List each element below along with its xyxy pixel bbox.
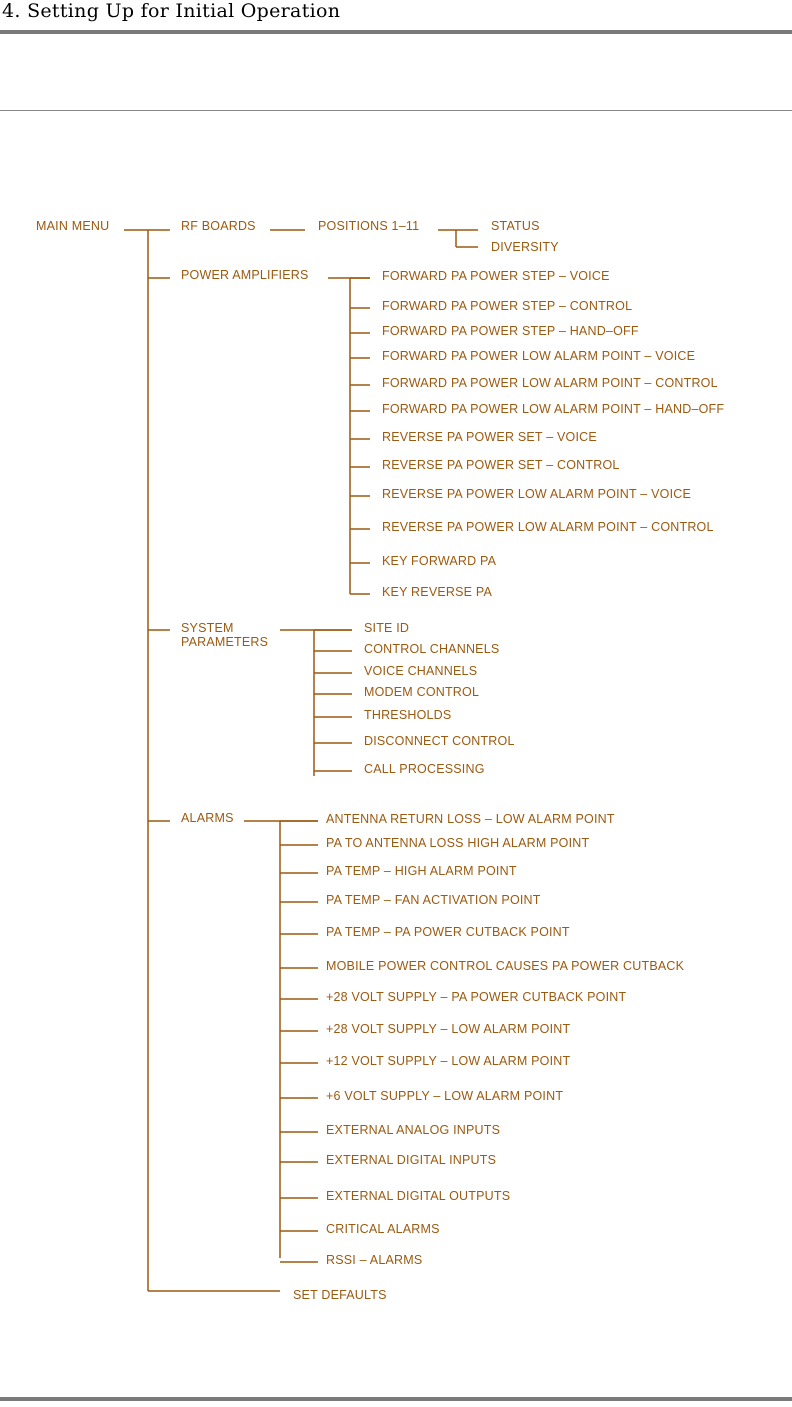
system-label: SYSTEM xyxy=(181,621,234,635)
set-defaults-label: SET DEFAULTS xyxy=(293,1288,387,1302)
alarm-item-label: PA TEMP – FAN ACTIVATION POINT xyxy=(326,893,541,907)
alarm-item-label: CRITICAL ALARMS xyxy=(326,1222,440,1236)
pa-item-label: REVERSE PA POWER LOW ALARM POINT – CONTROL xyxy=(382,520,714,534)
status-label: STATUS xyxy=(491,219,540,233)
pa-item-label: FORWARD PA POWER STEP – HAND–OFF xyxy=(382,324,639,338)
pa-item-label: FORWARD PA POWER STEP – VOICE xyxy=(382,269,610,283)
alarm-item-label: +6 VOLT SUPPLY – LOW ALARM POINT xyxy=(326,1089,564,1103)
pa-items xyxy=(350,269,724,599)
sys-item-label: CONTROL CHANNELS xyxy=(364,642,500,656)
alarm-item-label: PA TO ANTENNA LOSS HIGH ALARM POINT xyxy=(326,836,590,850)
alarm-item-label: +28 VOLT SUPPLY – LOW ALARM POINT xyxy=(326,1022,571,1036)
rf-boards-label: RF BOARDS xyxy=(181,219,256,233)
alarm-item-label: PA TEMP – PA POWER CUTBACK POINT xyxy=(326,925,570,939)
parameters-label: PARAMETERS xyxy=(181,635,269,649)
sys-item-label: SITE ID xyxy=(364,621,410,635)
power-amplifiers-label: POWER AMPLIFIERS xyxy=(181,268,309,282)
sys-item-label: VOICE CHANNELS xyxy=(364,664,478,678)
main-menu-label: MAIN MENU xyxy=(36,219,110,233)
alarm-item-label: +12 VOLT SUPPLY – LOW ALARM POINT xyxy=(326,1054,571,1068)
sys-item-label: DISCONNECT CONTROL xyxy=(364,734,515,748)
pa-item-label: KEY REVERSE PA xyxy=(382,585,493,599)
alarm-item-label: MOBILE POWER CONTROL CAUSES PA POWER CUTBACK xyxy=(326,959,685,973)
alarms-label: ALARMS xyxy=(181,811,234,825)
alarm-items xyxy=(280,812,685,1267)
alarm-item-label: RSSI – ALARMS xyxy=(326,1253,423,1267)
pa-item-label: KEY FORWARD PA xyxy=(382,554,497,568)
sys-item-label: CALL PROCESSING xyxy=(364,762,485,776)
alarm-item-label: EXTERNAL DIGITAL OUTPUTS xyxy=(326,1189,511,1203)
sys-items xyxy=(314,621,515,776)
sys-item-label: THRESHOLDS xyxy=(364,708,452,722)
alarm-item-label: PA TEMP – HIGH ALARM POINT xyxy=(326,864,517,878)
alarm-item-label: ANTENNA RETURN LOSS – LOW ALARM POINT xyxy=(326,812,615,826)
diversity-label: DIVERSITY xyxy=(491,240,559,254)
positions-label: POSITIONS 1–11 xyxy=(318,219,420,233)
pa-item-label: FORWARD PA POWER LOW ALARM POINT – VOICE xyxy=(382,349,696,363)
pa-item-label: REVERSE PA POWER SET – VOICE xyxy=(382,430,597,444)
alarm-item-label: EXTERNAL ANALOG INPUTS xyxy=(326,1123,501,1137)
pa-item-label: REVERSE PA POWER SET – CONTROL xyxy=(382,458,620,472)
pa-item-label: FORWARD PA POWER STEP – CONTROL xyxy=(382,299,633,313)
sys-item-label: MODEM CONTROL xyxy=(364,685,480,699)
pa-item-label: FORWARD PA POWER LOW ALARM POINT – CONTROL xyxy=(382,376,718,390)
pa-item-label: FORWARD PA POWER LOW ALARM POINT – HAND–OFF xyxy=(382,402,725,416)
alarm-item-label: +28 VOLT SUPPLY – PA POWER CUTBACK POINT xyxy=(326,990,627,1004)
page-title: 4. Setting Up for Initial Operation xyxy=(2,0,341,22)
alarm-item-label: EXTERNAL DIGITAL INPUTS xyxy=(326,1153,497,1167)
pa-item-label: REVERSE PA POWER LOW ALARM POINT – VOICE xyxy=(382,487,692,501)
